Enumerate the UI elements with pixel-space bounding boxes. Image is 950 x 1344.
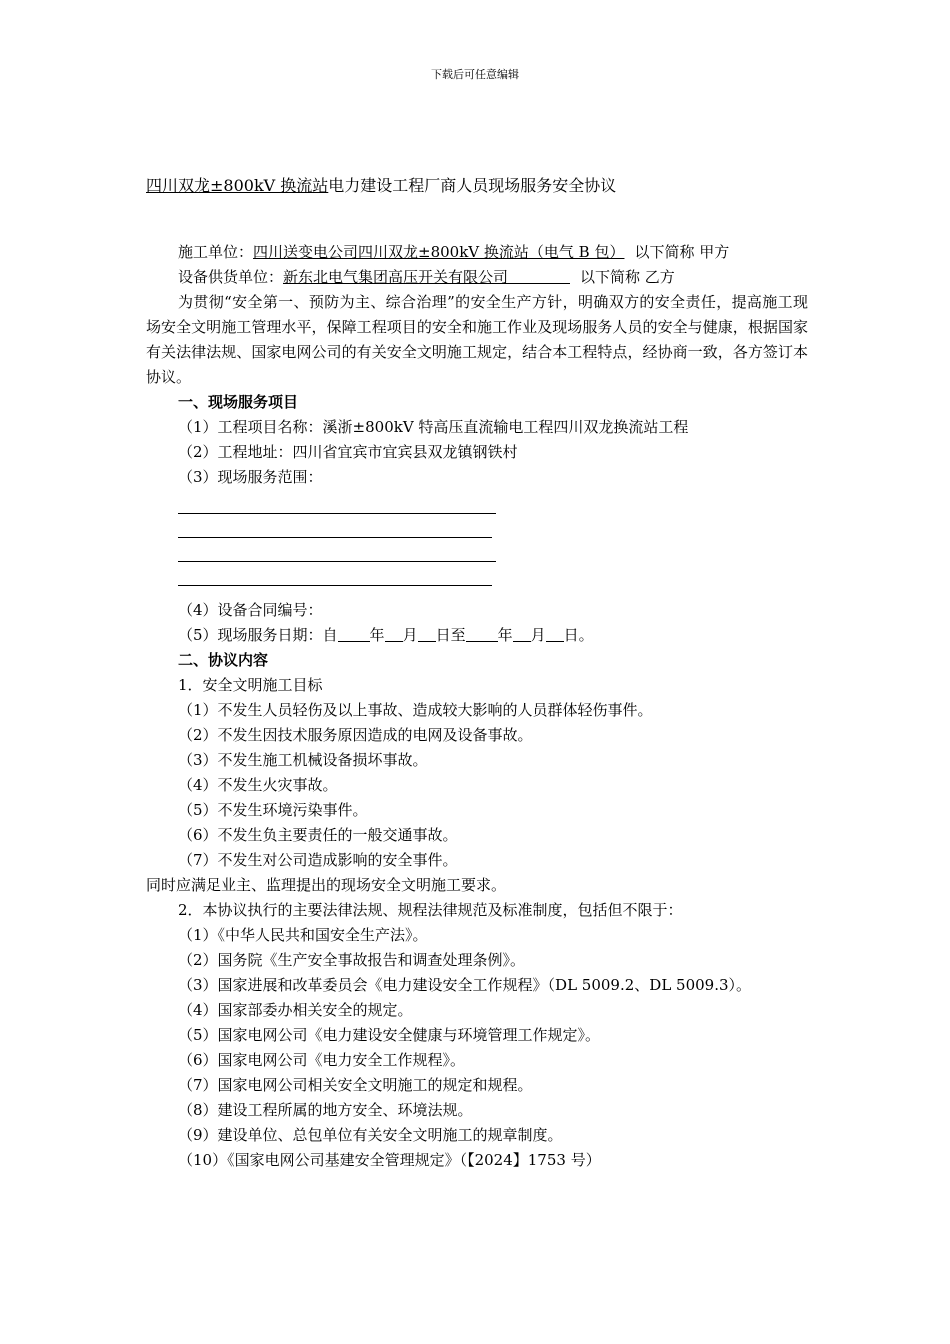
regulation-item: （4）国家部委办相关安全的规定。 — [178, 1001, 413, 1019]
section1-item: （1）工程项目名称：溪浙±800kV 特高压直流输电工程四川双龙换流站工程 — [178, 418, 689, 436]
party-a-line — [146, 240, 808, 265]
document-body — [146, 240, 808, 1173]
section2-heading: 二、协议内容 — [178, 651, 269, 669]
regulation-item: （5）国家电网公司《电力建设安全健康与环境管理工作规定》。 — [178, 1026, 601, 1044]
subsection1-heading: 1．安全文明施工目标 — [178, 676, 323, 694]
regulation-item: （7）国家电网公司相关安全文明施工的规定和规程。 — [178, 1076, 533, 1094]
section1-item: （3）现场服务范围： — [178, 468, 323, 486]
party-b-value: 新东北电气集团高压开关有限公司 — [283, 268, 509, 286]
goal-item: （4）不发生火灾事故。 — [178, 776, 338, 794]
party-b-line — [146, 265, 808, 290]
blank-line — [178, 585, 492, 586]
goal-item: （5）不发生环境污染事件。 — [178, 801, 368, 819]
regulation-item: （3）国家进展和改革委员会《电力建设安全工作规程》（DL 5009.2、DL 5009.3）。 — [178, 976, 752, 994]
regulation-item: （6）国家电网公司《电力安全工作规程》。 — [178, 1051, 466, 1069]
title-station-name: 四川双龙±800kV 换流站 — [146, 176, 329, 195]
page-header: 下载后可任意编辑 — [431, 68, 519, 81]
regulation-item: （2）国务院《生产安全事故报告和调查处理条例》。 — [178, 951, 526, 969]
regulation-item: （1）《中华人民共和国安全生产法》。 — [178, 926, 428, 944]
contract-number-line: （4）设备合同编号： — [178, 601, 323, 619]
party-a-suffix: 以下简称 甲方 — [634, 243, 730, 261]
blank-line — [178, 537, 492, 538]
goal-item: （6）不发生负主要责任的一般交通事故。 — [178, 826, 458, 844]
service-date-line: （5）现场服务日期：自 年 月 日至 年 月 日。 — [178, 626, 594, 644]
regulation-item: （10）《国家电网公司基建安全管理规定》（【2024】1753 号） — [178, 1151, 601, 1169]
goal-item: （3）不发生施工机械设备损坏事故。 — [178, 751, 428, 769]
goal-item: （7）不发生对公司造成影响的安全事件。 — [178, 851, 458, 869]
subsection2-heading: 2．本协议执行的主要法律法规、规程法律规范及标准制度，包括但不限于： — [178, 901, 683, 919]
blank-line — [178, 561, 496, 562]
document-title — [146, 173, 616, 196]
party-a-value: 四川送变电公司四川双龙±800kV 换流站（电气 B 包） — [253, 243, 625, 261]
party-b-blank — [508, 268, 570, 284]
section1-item: （2）工程地址：四川省宜宾市宜宾县双龙镇钢铁村 — [178, 443, 518, 461]
party-a-label: 施工单位： — [178, 243, 254, 261]
party-b-suffix: 以下简称 乙方 — [580, 268, 675, 286]
goal-item: （2）不发生因技术服务原因造成的电网及设备事故。 — [178, 726, 533, 744]
section1-heading: 一、现场服务项目 — [178, 393, 299, 411]
title-rest: 电力建设工程厂商人员现场服务安全协议 — [328, 176, 617, 195]
goal-item: （1）不发生人员轻伤及以上事故、造成较大影响的人员群体轻伤事件。 — [178, 701, 653, 719]
blank-line — [178, 513, 496, 514]
intro-paragraph: 为贯彻“安全第一、预防为主、综合治理”的安全生产方针，明确双方的安全责任，提高施工现场安全文明施工管理水平，保障工程项目的安全和施工作业及现场服务人员的安全与健康，根据国家有关法律法规、国家电网公司的有关安全文明施工规定，结合本工程特点，经协商一致，各方签订本协议。 — [146, 293, 808, 386]
party-b-label: 设备供货单位： — [178, 268, 284, 286]
regulation-item: （9）建设单位、总包单位有关安全文明施工的规章制度。 — [178, 1126, 563, 1144]
regulation-item: （8）建设工程所属的地方安全、环境法规。 — [178, 1101, 473, 1119]
goal-note: 同时应满足业主、监理提出的现场安全文明施工要求。 — [146, 876, 507, 894]
